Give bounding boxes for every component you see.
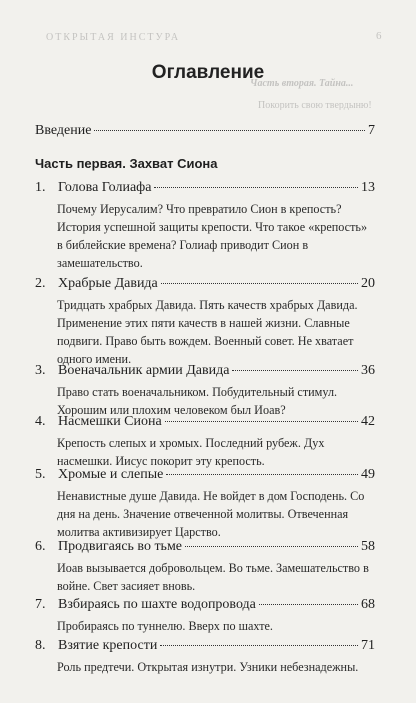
chapter-number: 4. <box>35 414 46 429</box>
bleed-line: Часть вторая. Тайна... <box>250 78 354 89</box>
chapter-number: 1. <box>35 180 46 195</box>
chapter-number: 3. <box>35 363 46 378</box>
chapter-title: Хромые и слепые <box>58 467 164 482</box>
chapter-description: Роль предтечи. Открытая изнутри. Узники небезнадежны. <box>57 660 359 674</box>
chapter-title: Насмешки Сиона <box>58 414 162 429</box>
chapter-description: Иоав вызывается добровольцем. Во тьме. Замешательство в войне. Свет засияет вновь. <box>57 561 369 593</box>
chapter-description: Тридцать храбрых Давида. Пять качеств храбрых Давида. Применение этих пяти качеств в нашей жизни. Славные подвиги. Право быть вождем. Военный совет. Не хватает одного имени. <box>57 298 358 366</box>
chapter-title: Храбрые Давида <box>58 276 158 291</box>
dot-leader <box>259 604 358 605</box>
toc-chapter[interactable] <box>35 276 375 292</box>
chapter-title: Голова Голиафа <box>58 180 152 195</box>
chapter-page: 36 <box>361 363 375 378</box>
chapter-description: Пробираясь по туннелю. Вверх по шахте. <box>57 619 273 633</box>
chapter-description: Крепость слепых и хромых. Последний рубеж. Дух насмешки. Иисус покорит эту крепость. <box>57 436 325 468</box>
chapter-page: 42 <box>361 414 375 429</box>
chapter-page: 13 <box>361 180 375 195</box>
dot-leader <box>154 187 358 188</box>
chapter-page: 58 <box>361 539 375 554</box>
bleed-header: ОТКРЫТАЯ ИНСТУРА <box>46 32 181 43</box>
toc-entry-intro[interactable] <box>35 123 375 139</box>
toc-chapter[interactable] <box>35 363 375 379</box>
dot-leader <box>185 546 358 547</box>
page-title: Оглавление <box>151 62 265 83</box>
chapter-title: Военачальник армии Давида <box>58 363 230 378</box>
chapter-page: 20 <box>361 276 375 291</box>
dot-leader <box>165 421 358 422</box>
toc-entry-page: 7 <box>368 123 375 138</box>
toc-chapter[interactable] <box>35 597 375 613</box>
toc-chapter[interactable] <box>35 467 375 483</box>
toc-entry-label: Введение <box>35 123 92 138</box>
dot-leader <box>94 130 365 131</box>
dot-leader <box>161 283 358 284</box>
chapter-number: 5. <box>35 467 46 482</box>
chapter-description: Почему Иерусалим? Что превратило Сион в крепость? История успешной защиты крепости. Что такое «крепость» в библейские времена? Голиаф приводит Сион в замешательство. <box>57 202 368 270</box>
bleed-line: Покорить свою твердыню! <box>258 100 372 110</box>
chapter-title: Взбираясь по шахте водопровода <box>58 597 256 612</box>
dot-leader <box>232 370 358 371</box>
toc-chapter[interactable] <box>35 180 375 196</box>
chapter-description: Ненавистные душе Давида. Не войдет в дом Господень. Со дня на день. Значение отвеченной молитвы. Отвеченная молитва активизирует Царство. <box>57 489 365 539</box>
bleed-page-number: 6 <box>376 30 382 42</box>
part-heading: Часть первая. Захват Сиона <box>35 156 218 171</box>
chapter-title: Взятие крепости <box>58 638 158 653</box>
chapter-description: Право стать военачальником. Побудительный стимул. Хорошим или плохим человеком был Иоав? <box>57 385 338 417</box>
chapter-number: 7. <box>35 597 46 612</box>
chapter-number: 8. <box>35 638 46 653</box>
chapter-title: Продвигаясь во тьме <box>58 539 183 554</box>
chapter-page: 49 <box>361 467 375 482</box>
chapter-page: 71 <box>361 638 375 653</box>
toc-chapter[interactable] <box>35 539 375 555</box>
chapter-number: 2. <box>35 276 46 291</box>
toc-chapter[interactable] <box>35 638 375 654</box>
dot-leader <box>166 474 358 475</box>
chapter-page: 68 <box>361 597 375 612</box>
toc-chapter[interactable] <box>35 414 375 430</box>
chapter-number: 6. <box>35 539 46 554</box>
dot-leader <box>160 645 358 646</box>
